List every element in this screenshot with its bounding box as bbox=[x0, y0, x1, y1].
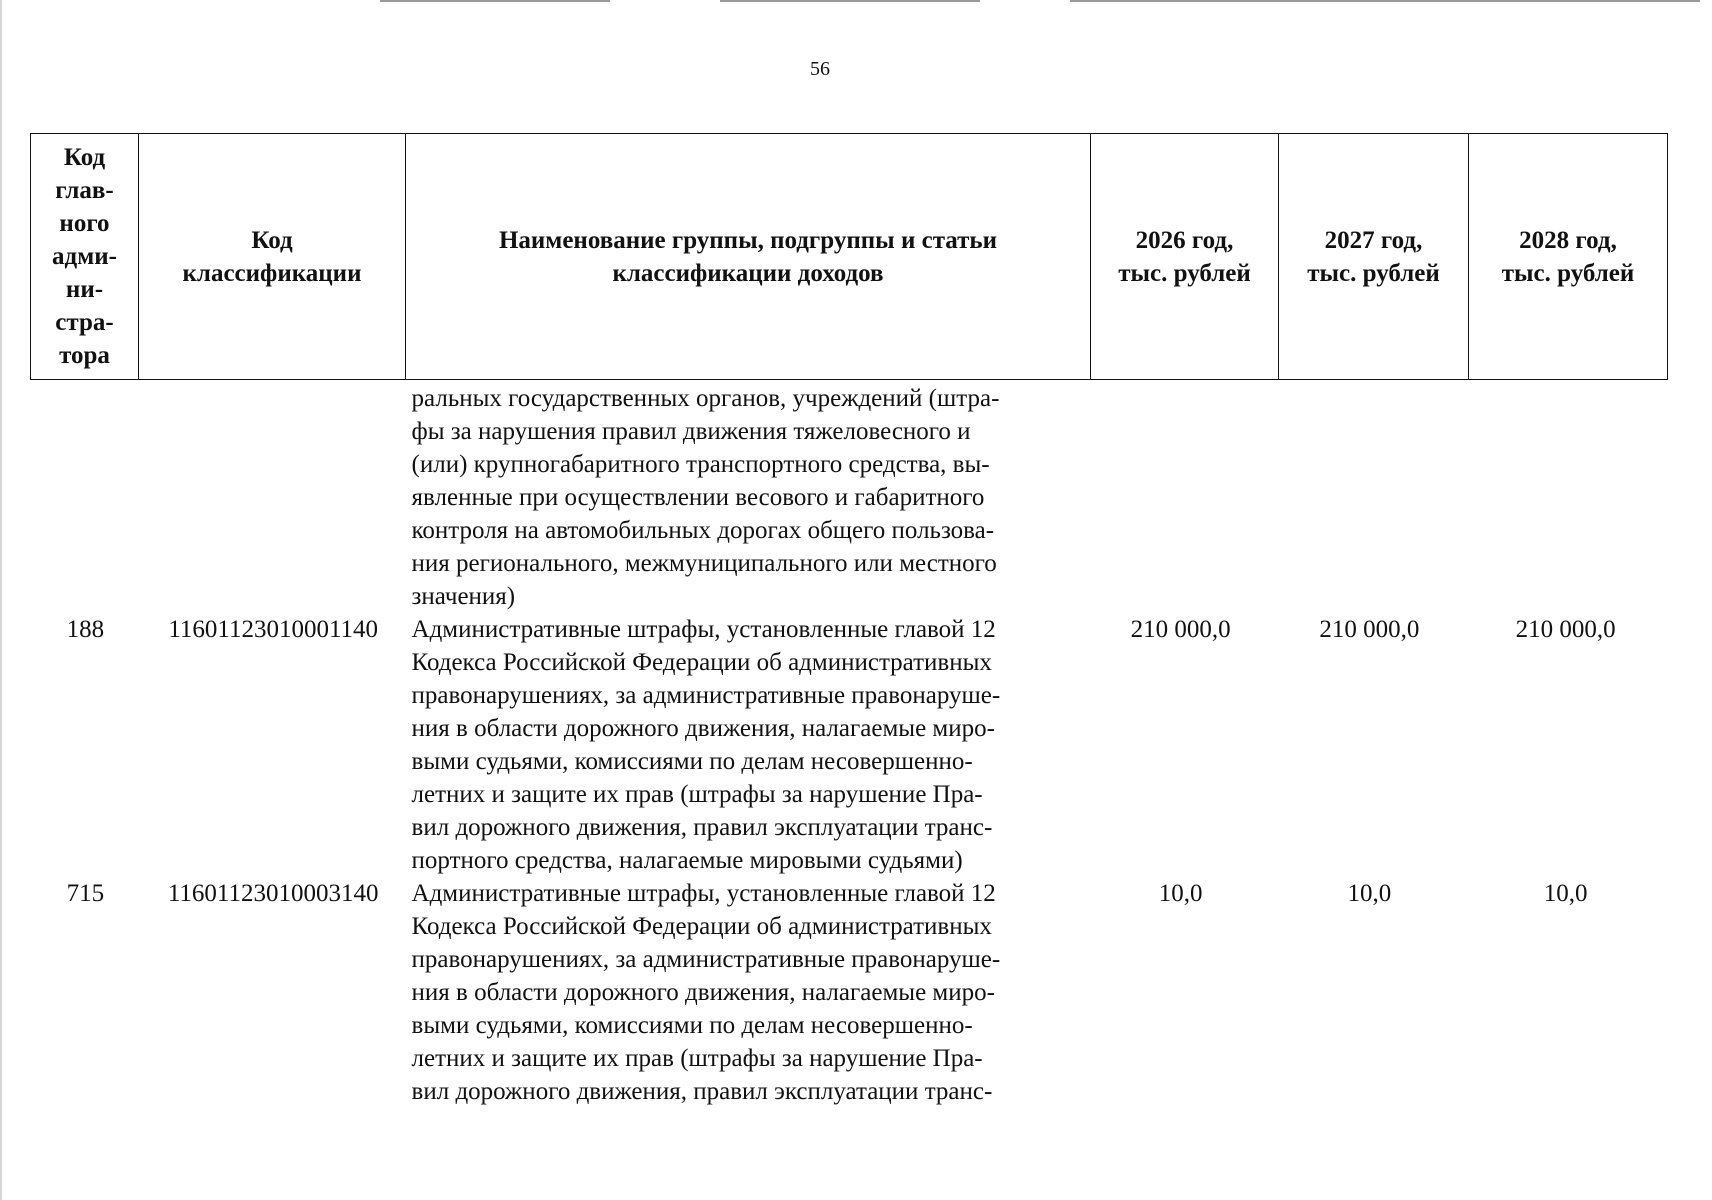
table-row bbox=[30, 382, 1667, 613]
cell-2028: 210 000,0 bbox=[1515, 616, 1616, 643]
scan-top-line bbox=[1070, 0, 1700, 2]
cell-admin: 715 bbox=[66, 880, 105, 907]
cell-2027: 210 000,0 bbox=[1319, 616, 1420, 643]
scan-top-line bbox=[380, 0, 610, 2]
cell-2026: 210 000,0 bbox=[1130, 616, 1231, 643]
page-number: 56 bbox=[810, 58, 830, 80]
table-row bbox=[30, 877, 1667, 1108]
cell-2028: 10,0 bbox=[1543, 880, 1588, 907]
header-admin-code: Код глав- ного адми- ни- стра- тора bbox=[31, 134, 139, 380]
cell-name: ральных государственных органов, учреждений (штра- фы за нарушения правил движения тяжеловесного и (или) крупногабаритного транспортного средства, вы- явленные при осуществлении весового и габаритного контроля на автомобильных дорогах общего пользова- ния регионального, межмуниципального или местного значения) bbox=[411, 385, 1000, 610]
scan-left-edge bbox=[0, 0, 2, 1200]
table-row bbox=[30, 613, 1667, 877]
header-name: Наименование группы, подгруппы и статьи классификации доходов bbox=[406, 134, 1091, 380]
header-classification-code: Код классификации bbox=[139, 134, 406, 380]
cell-admin: 188 bbox=[66, 616, 105, 643]
cell-2027: 10,0 bbox=[1347, 880, 1392, 907]
cell-code: 11601123010003140 bbox=[167, 880, 379, 907]
header-2027: 2027 год, тыс. рублей bbox=[1279, 134, 1469, 380]
table-body bbox=[30, 382, 1667, 1108]
cell-code: 11601123010001140 bbox=[168, 616, 379, 643]
table-header bbox=[30, 133, 1668, 380]
header-2026: 2026 год, тыс. рублей bbox=[1091, 134, 1279, 380]
cell-name: Административные штрафы, установленные главой 12 Кодекса Российской Федерации об административных правонарушениях, за административные правонаруше- ния в области дорожного движения, налагаемые миро- выми судьями, комиссиями по делам несовершенно- летних и защите их прав (штрафы за нарушение Пра- вил дорожного движения, правил эксплуатации транс- bbox=[411, 880, 1001, 1105]
scan-top-line bbox=[720, 0, 980, 2]
cell-2026: 10,0 bbox=[1158, 880, 1203, 907]
header-2028: 2028 год, тыс. рублей bbox=[1469, 134, 1668, 380]
cell-name: Административные штрафы, установленные главой 12 Кодекса Российской Федерации об административных правонарушениях, за административные правонаруше- ния в области дорожного движения, налагаемые миро- выми судьями, комиссиями по делам несовершенно- летних и защите их прав (штрафы за нарушение Пра- вил дорожного движения, правил эксплуатации транс- портного средства, налагаемые мировыми судьями) bbox=[411, 616, 1001, 874]
